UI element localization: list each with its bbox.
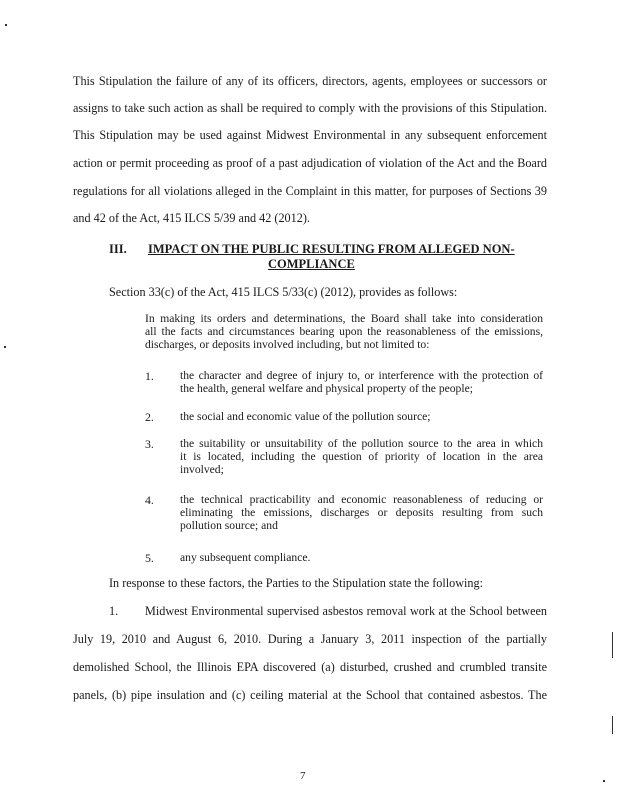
- item-line: the health, general welfare and physical property of the people;: [180, 382, 473, 396]
- scan-speck: [5, 24, 7, 26]
- item-line: it is located, including the question of priority of location in the area: [180, 450, 543, 464]
- item-number: 4.: [145, 493, 154, 507]
- paragraph-line: This Stipulation the failure of any of its officers, directors, agents, employees or successors or: [73, 74, 547, 88]
- section-title-line1: IMPACT ON THE PUBLIC RESULTING FROM ALLEGED NON-: [148, 242, 515, 256]
- finding-number: 1.: [109, 604, 119, 618]
- paragraph-line: action or permit proceeding as proof of a past adjudication of violation of the Act and the Board: [73, 156, 547, 170]
- item-line: any subsequent compliance.: [180, 551, 311, 564]
- block-quote: [145, 312, 543, 352]
- item-line: the suitability or unsuitability of the pollution source to the area in which: [180, 437, 543, 450]
- finding-line: July 19, 2010 and August 6, 2010. During a January 3, 2011 inspection of the partially: [73, 632, 547, 646]
- quote-line: In making its orders and determinations, the Board shall take into consideration: [145, 312, 543, 325]
- section-number: III.: [109, 242, 127, 256]
- list-item: [180, 369, 543, 395]
- response-text: In response to these factors, the Parties to the Stipulation state the following:: [109, 576, 484, 590]
- list-item: [180, 410, 543, 423]
- item-number: 5.: [145, 551, 154, 565]
- finding-line: demolished School, the Illinois EPA discovered (a) disturbed, crushed and crumbled transite: [73, 660, 547, 674]
- intro-text: Section 33(c) of the Act, 415 ILCS 5/33(c) (2012), provides as follows:: [109, 285, 458, 299]
- scan-mark: [612, 716, 613, 734]
- paragraph-line: regulations for all violations alleged in the Complaint in this matter, for purposes of Sections 39: [73, 184, 547, 198]
- quote-line: all the facts and circumstances bearing upon the reasonableness of the emissions,: [145, 325, 543, 339]
- item-number: 3.: [145, 437, 154, 451]
- scan-speck: [4, 346, 6, 348]
- item-number: 2.: [145, 410, 154, 424]
- scan-mark: [612, 632, 613, 658]
- item-line: eliminating the emissions, discharges or deposits resulting from such: [180, 506, 543, 520]
- item-line: involved;: [180, 463, 224, 477]
- list-item: [180, 551, 543, 564]
- item-line: the character and degree of injury to, or interference with the protection of: [180, 369, 543, 382]
- list-item: [180, 437, 543, 477]
- paragraph-line: This Stipulation may be used against Midwest Environmental in any subsequent enforcement: [73, 128, 547, 142]
- item-line: pollution source; and: [180, 519, 278, 533]
- finding-first-line: Midwest Environmental supervised asbestos removal work at the School between: [145, 604, 547, 618]
- item-number: 1.: [145, 369, 154, 383]
- list-item: [180, 493, 543, 533]
- paragraph-line: and 42 of the Act, 415 ILCS 5/39 and 42 (2012).: [73, 211, 310, 225]
- item-line: the social and economic value of the pollution source;: [180, 410, 431, 423]
- section-title-line2: COMPLIANCE: [268, 257, 355, 271]
- finding-line: panels, (b) pipe insulation and (c) ceiling material at the School that contained asbestos. The: [73, 688, 547, 702]
- scan-speck: [603, 780, 605, 782]
- paragraph-line: assigns to take such action as shall be required to comply with the provisions of this Stipulation.: [73, 101, 547, 115]
- page-number: 7: [300, 770, 306, 782]
- item-line: the technical practicability and economic reasonableness of reducing or: [180, 493, 543, 506]
- quote-line: discharges, or deposits involved including, but not limited to:: [145, 338, 430, 352]
